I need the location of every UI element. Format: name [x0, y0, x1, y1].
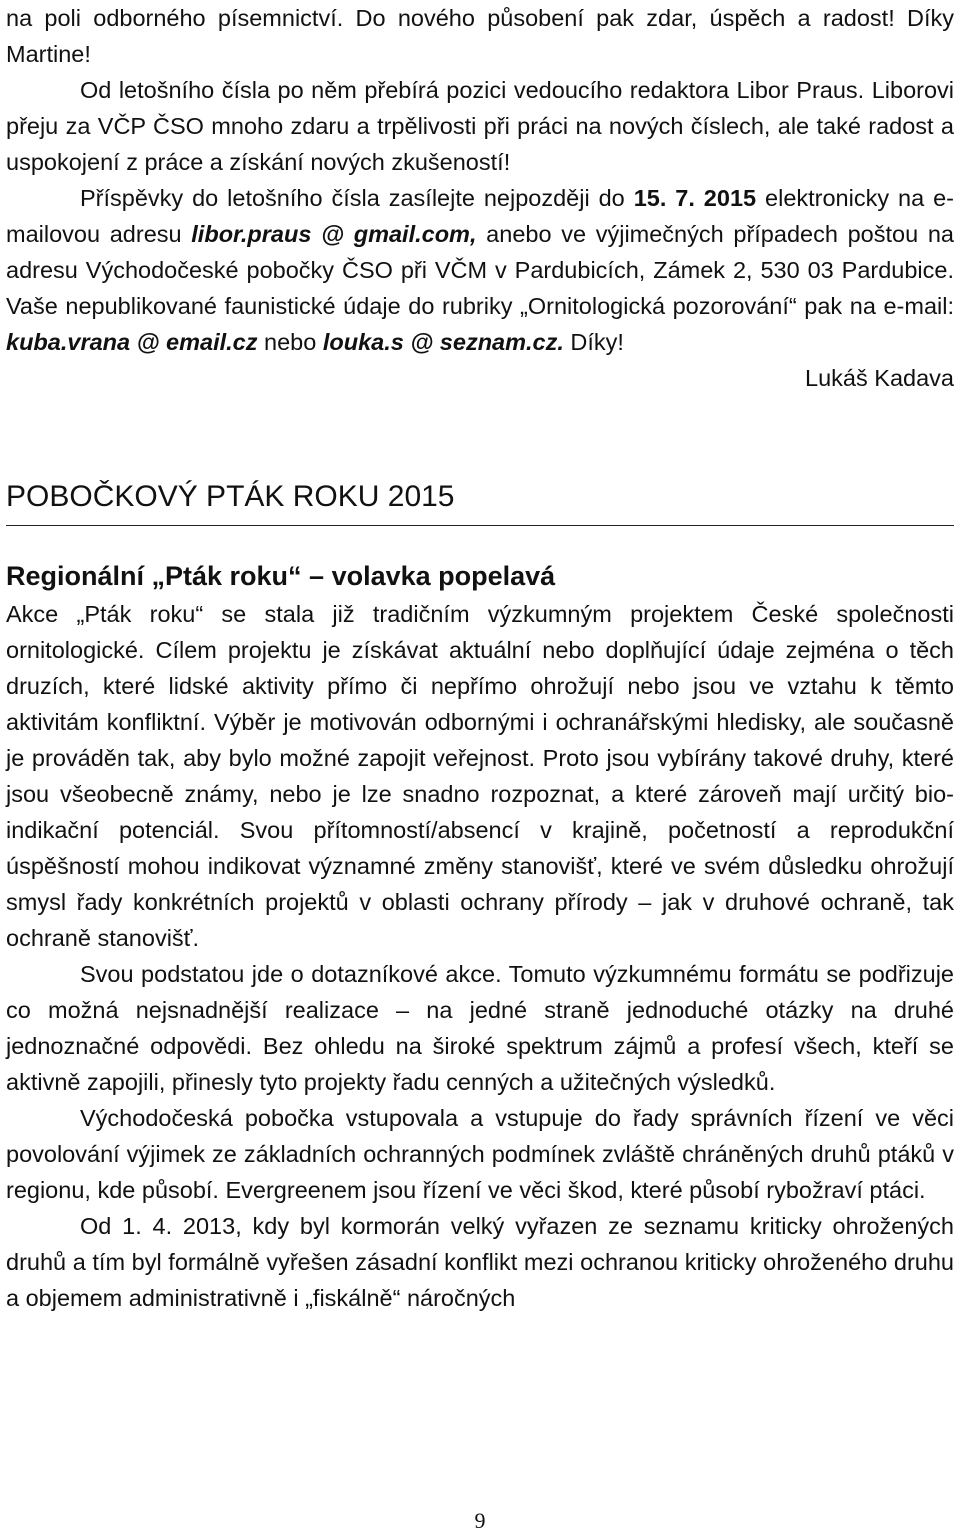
- article-paragraph-1: Akce „Pták roku“ se stala již tradičním výzkumným projektem České společnosti ornitologické. Cílem projektu je získávat aktuální nebo doplňující údaje zejména o těch druzích, které lidské aktivity přímo či nepřímo ohrožují nebo jsou ve vztahu k těmto aktivitám konfliktní. Výběr je motivován odbornými i ochranářskými hledisky, ale současně je prováděn tak, aby bylo možné zapojit veřejnost. Proto jsou vybírány takové druhy, které jsou všeobecně známy, nebo je lze snadno rozpoznat, a které zároveň mají určitý bio-indikační potenciál. Svou přítomností/absencí v krajině, početností a reprodukční úspěšností mohou indikovat významné změny stanovišť, které ve svém důsledku ohrožují smysl řady konkrétních projektů v oblasti ochrany přírody – jak v druhové ochraně, tak ochraně stanovišť.: [6, 601, 954, 951]
- article-paragraph-4: Od 1. 4. 2013, kdy byl kormorán velký vyřazen ze seznamu kriticky ohrožených druhů a tím byl formálně vyřešen zásadní konflikt mezi ochranou kriticky ohroženého druhu a objemem administrativně i „fiskálně“ náročných: [6, 1213, 954, 1311]
- article-paragraph-3: Východočeská pobočka vstupovala a vstupuje do řady správních řízení ve věci povolování výjimek ze základních ochranných podmínek zvláště chráněných druhů ptáků v regionu, kde působí. Evergreenem jsou řízení ve věci škod, které působí rybožraví ptáci.: [6, 1105, 954, 1203]
- editor-email: libor.praus @ gmail.com,: [191, 221, 477, 247]
- intro-first-line: na poli odborného písemnictví. Do nového působení pak zdar, úspěch a radost! Díky Martine!: [6, 5, 954, 67]
- article-paragraph-2: Svou podstatou jde o dotazníkové akce. Tomuto výzkumnému formátu se podřizuje co možná nejsnadnější realizace – na jedné straně jednoduché otázky na druhé jednoznačné odpovědi. Bez ohledu na široké spektrum zájmů a profesí všech, kteří se aktivně zapojili, přinesly tyto projekty řadu cenných a užitečných výsledků.: [6, 961, 954, 1095]
- page-number: 9: [474, 1508, 486, 1533]
- submission-text-mid1: elektronicky na e-mailovou adresu: [6, 185, 954, 247]
- document-page: [6, 0, 954, 1316]
- submission-text-start: Příspěvky do letošního čísla zasílejte nejpozději do: [80, 185, 634, 211]
- intro-submission-paragraph: [6, 180, 954, 360]
- faunistic-email-1: kuba.vrana @ email.cz: [6, 329, 258, 355]
- submission-deadline: 15. 7. 2015: [633, 185, 757, 211]
- submission-text-mid3: nebo: [257, 329, 323, 355]
- intro-editor-paragraph: Od letošního čísla po něm přebírá pozici vedoucího redaktora Libor Praus. Liborovi přeju za VČP ČSO mnoho zdaru a trpělivosti při práci na nových číslech, ale také radost a uspokojení z práce a získání nových zkušeností!: [6, 77, 954, 175]
- article-heading: Regionální „Pták roku“ – volavka popelavá: [6, 561, 556, 591]
- submission-text-end: Díky!: [563, 329, 624, 355]
- section-title: POBOČKOVÝ PTÁK ROKU 2015: [6, 477, 954, 526]
- faunistic-email-2: louka.s @ seznam.cz.: [322, 329, 564, 355]
- intro-signature: Lukáš Kadava: [805, 365, 954, 391]
- article-body: [6, 596, 954, 1316]
- submission-text-mid2: anebo ve výjimečných případech poštou na adresu Východočeské pobočky ČSO při VČM v Pardubicích, Zámek 2, 530 03 Pardubice. Vaše nepublikované faunistické údaje do rubriky „Ornitologická pozorování“ pak na e-mail:: [6, 221, 954, 319]
